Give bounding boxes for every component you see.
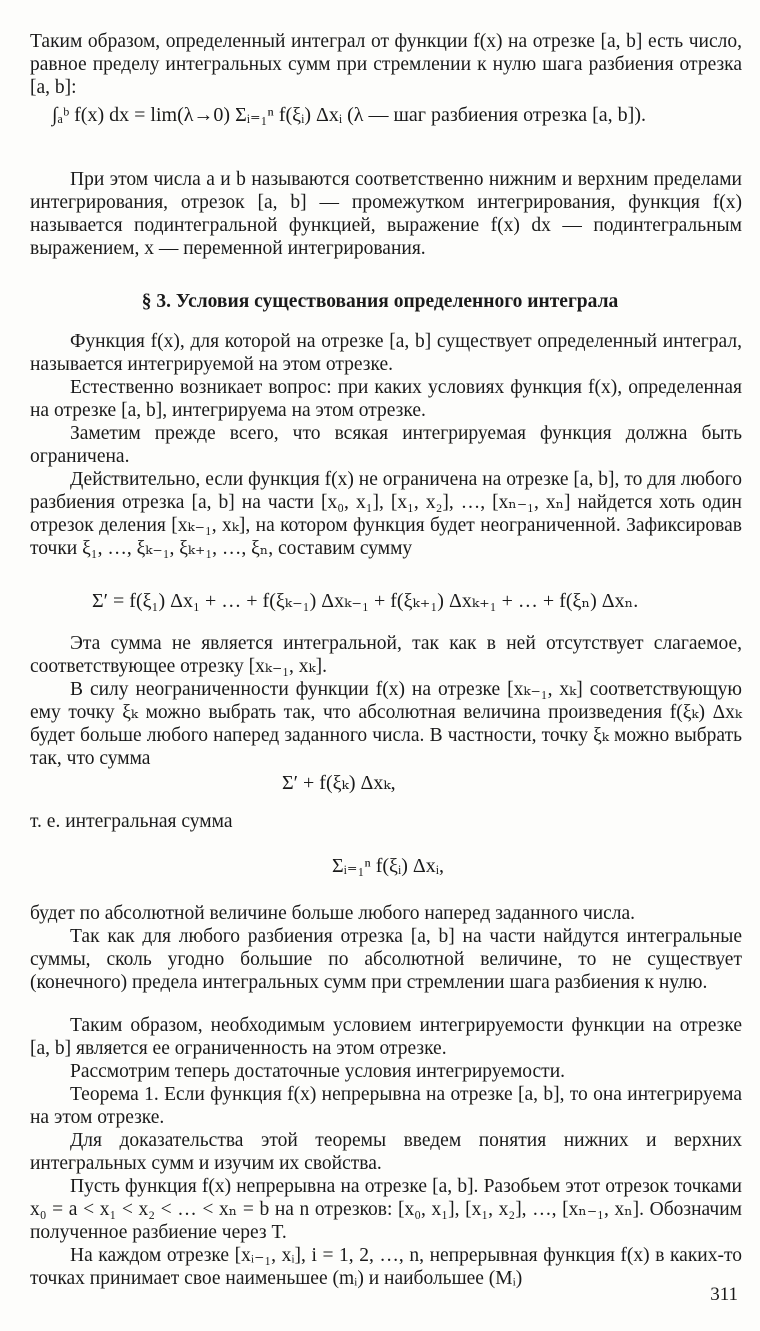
paragraph-sufficient-conditions: Рассмотрим теперь достаточные условия интегрируемости. <box>70 1061 566 1082</box>
section-heading: § 3. Условия существования определенного интеграла <box>141 291 619 312</box>
paragraph-question: Естественно возникает вопрос: при каких условиях функция f(x), определенная на отрезке [a, b], интегрируема на этом отрезке. <box>30 377 742 421</box>
paragraph-choose-point: В силу неограниченности функции f(x) на отрезке [xₖ₋₁, xₖ] соответствующую ему точку ξₖ можно выбрать так, что абсолютная величина произведения f(ξₖ) Δxₖ будет больше любого наперед заданного числа. В частности, точку ξₖ можно выбрать так, что сумма <box>30 679 742 769</box>
formula-sum-plus-term: Σ′ + f(ξₖ) Δxₖ, <box>282 772 396 794</box>
paragraph-absolute-value: будет по абсолютной величине больше любого наперед заданного числа. <box>30 903 636 924</box>
paragraph-definite-integral: Таким образом, определенный интеграл от функции f(x) на отрезке [a, b] есть число, равное пределу интегральных сумм при стремлении к нулю шага разбиения отрезка [a, b]: <box>30 31 742 98</box>
paragraph-integrable-definition: Функция f(x), для которой на отрезке [a, b] существует определенный интеграл, называется интегрируемой на этом отрезке. <box>30 331 742 375</box>
paragraph-ie-integral-sum: т. е. интегральная сумма <box>30 811 233 832</box>
paragraph-partition: Пусть функция f(x) непрерывна на отрезке [a, b]. Разобьем этот отрезок точками x₀ = a < x₁ < x₂ < … < xₙ = b на n отрезков: [x₀, x₁], [x₁, x₂], …, [xₙ₋₁, xₙ]. Обозначим полученное разбиение через T. <box>30 1176 742 1243</box>
paragraph-not-integral-sum: Эта сумма не является интегральной, так как в ней отсутствует слагаемое, соответствующее отрезку [xₖ₋₁, xₖ]. <box>30 633 742 677</box>
paragraph-limits-terms: При этом числа a и b называются соответственно нижним и верхним пределами интегрирования, отрезок [a, b] — промежутком интегрирования, функция f(x) называется подинтегральной функцией, выражение f(x) dx — подинтегральным выражением, x — переменной интегрирования. <box>30 169 742 259</box>
paragraph-necessary-condition: Таким образом, необходимым условием интегрируемости функции на отрезке [a, b] является ее ограниченность на этом отрезке. <box>30 1015 742 1059</box>
paragraph-theorem-1: Теорема 1. Если функция f(x) непрерывна на отрезке [a, b], то она интегрируема на этом отрезке. <box>30 1084 742 1128</box>
paragraph-lower-upper-sums: Для доказательства этой теоремы введем понятия нижних и верхних интегральных сумм и изучим их свойства. <box>30 1130 742 1174</box>
paragraph-min-max: На каждом отрезке [xᵢ₋₁, xᵢ], i = 1, 2, …, n, непрерывная функция f(x) в каких-то точках принимает свое наименьшее (mᵢ) и наибольшее (Mᵢ) <box>30 1245 742 1289</box>
formula-partial-sum: Σ′ = f(ξ₁) Δx₁ + … + f(ξₖ₋₁) Δxₖ₋₁ + f(ξₖ₊₁) Δxₖ₊₁ + … + f(ξₙ) Δxₙ. <box>92 590 639 612</box>
page-number: 311 <box>710 1284 738 1305</box>
formula-integral-sum: Σᵢ₌₁ⁿ f(ξᵢ) Δxᵢ, <box>332 855 445 877</box>
formula-definite-integral: ∫ₐᵇ f(x) dx = lim(λ→0) Σᵢ₌₁ⁿ f(ξᵢ) Δxᵢ (λ — шаг разбиения отрезка [a, b]). <box>52 104 646 126</box>
paragraph-boundedness: Заметим прежде всего, что всякая интегрируемая функция должна быть ограничена. <box>30 423 742 467</box>
paragraph-no-limit: Так как для любого разбиения отрезка [a, b] на части найдутся интегральные суммы, сколь угодно большие по абсолютной величине, то не существует (конечного) предела интегральных сумм при стремлении шага разбиения к нулю. <box>30 926 742 993</box>
paragraph-unbounded-argument: Действительно, если функция f(x) не ограничена на отрезке [a, b], то для любого разбиения отрезка [a, b] на части [x₀, x₁], [x₁, x₂], …, [xₙ₋₁, xₙ] найдется хоть один отрезок деления [xₖ₋₁, xₖ], на котором функция будет неограниченной. Зафиксировав точки ξ₁, …, ξₖ₋₁, ξₖ₊₁, …, ξₙ, составим сумму <box>30 469 742 559</box>
